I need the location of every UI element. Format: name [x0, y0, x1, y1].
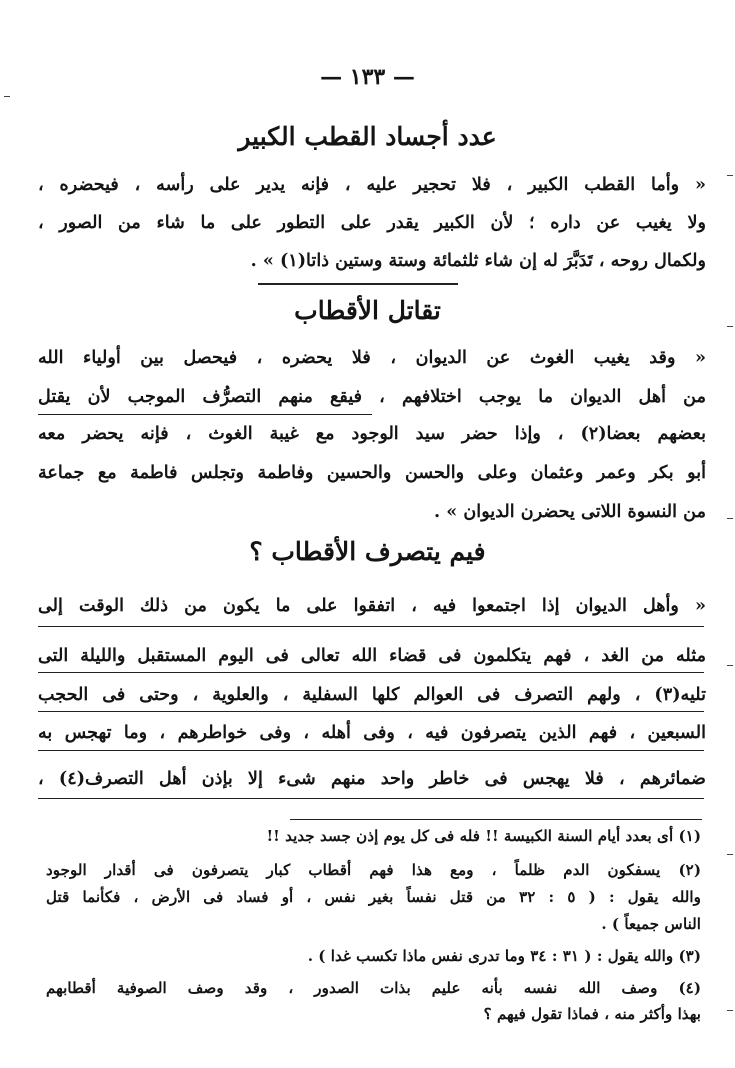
underline-rule — [38, 672, 704, 673]
underline-rule — [38, 798, 704, 799]
body-line: ضمائرهم ، فلا يهجس فى خاطر واحد منهم شىء إلا بإذن أهل التصرف(٤) ، — [38, 768, 706, 789]
body-line: ولكمال روحه ، تَدَبَّرَ له إن شاء ثلثمائة وستة وستين ذاتا(١) » . — [250, 250, 706, 271]
body-line: ولا يغيب عن داره ؛ لأن الكبير يقدر على التطور على ما شاء من الصور ، — [38, 212, 706, 233]
margin-mark — [4, 96, 10, 97]
footnote-line: (١) أى بعدد أيام السنة الكبيسة !! فله فى كل يوم إذن جسد جديد !! — [266, 827, 701, 845]
footnote-separator — [290, 819, 702, 820]
body-line: أبو بكر وعمر وعثمان وعلى والحسن والحسين وفاطمة وتجلس فاطمة مع جماعة — [38, 462, 706, 483]
footnote-line: والله يقول : ( ٥ : ٣٢ من قتل نفساً بغير نفس ، أو فساد فى الأرض ، فكأنما قتل — [46, 888, 701, 906]
underline-rule — [38, 626, 704, 627]
body-line: مثله من الغد ، فهم يتكلمون فى قضاء الله تعالى فى اليوم المستقبل والليلة التى — [38, 645, 706, 666]
section-heading-2: تقاتل الأقطاب — [294, 296, 441, 325]
underline-rule — [38, 414, 372, 415]
footnote-line: الناس جميعاً ) . — [601, 915, 701, 933]
section-heading-3: فيم يتصرف الأقطاب ؟ — [249, 537, 486, 566]
margin-mark — [727, 1010, 733, 1011]
footnote-line: بهذا وأكثر منه ، فماذا تقول فيهم ؟ — [483, 1005, 701, 1023]
body-line: « وأهل الديوان إذا اجتمعوا فيه ، اتفقوا على ما يكون من ذلك الوقت إلى — [38, 595, 706, 616]
body-line: « وأما القطب الكبير ، فلا تحجير عليه ، فإنه يدير على رأسه ، فيحضره ، — [38, 174, 706, 195]
footnote-line: (٢) يسفكون الدم ظلماً ، ومع هذا فهم أقطاب كبار يتصرفون فى أقدار الوجود — [46, 861, 701, 879]
body-line: بعضهم بعضا(٢) ، وإذا حضر سيد الوجود مع غيبة الغوث ، فإنه يحضر معه — [38, 423, 706, 444]
body-line: السبعين ، فهم الذين يتصرفون فيه ، وفى أهله ، وفى خواطرهم ، وما تهجس به — [38, 722, 706, 743]
footnote-line: (٣) والله يقول : ( ٣١ : ٣٤ وما تدرى نفس ماذا تكسب غدا ) . — [307, 947, 701, 965]
underline-rule — [38, 750, 704, 751]
section-heading-1: عدد أجساد القطب الكبير — [238, 122, 497, 151]
body-line: تليه(٣) ، ولهم التصرف فى العوالم كلها السفلية ، والعلوية ، وحتى فى الحجب — [38, 684, 706, 705]
margin-mark — [727, 518, 733, 519]
underline-rule — [38, 711, 704, 712]
margin-mark — [727, 665, 733, 666]
body-line: من أهل الديوان ما يوجب اختلافهم ، فيقع منهم التصرُّف الموجب لأن يقتل — [38, 386, 706, 407]
margin-mark — [727, 175, 733, 176]
body-line: من النسوة اللاتى يحضرن الديوان » . — [434, 501, 706, 522]
margin-mark — [727, 854, 733, 855]
margin-mark — [727, 326, 733, 327]
underline-rule — [258, 283, 458, 285]
body-line: « وقد يغيب الغوث عن الديوان ، فلا يحضره ، فيحصل بين أولياء الله — [38, 347, 706, 368]
footnote-line: (٤) وصف الله نفسه بأنه عليم بذات الصدور ، وقد وصف الصوفية أقطابهم — [46, 979, 701, 997]
page-number: — ١٣٣ — — [320, 64, 415, 90]
